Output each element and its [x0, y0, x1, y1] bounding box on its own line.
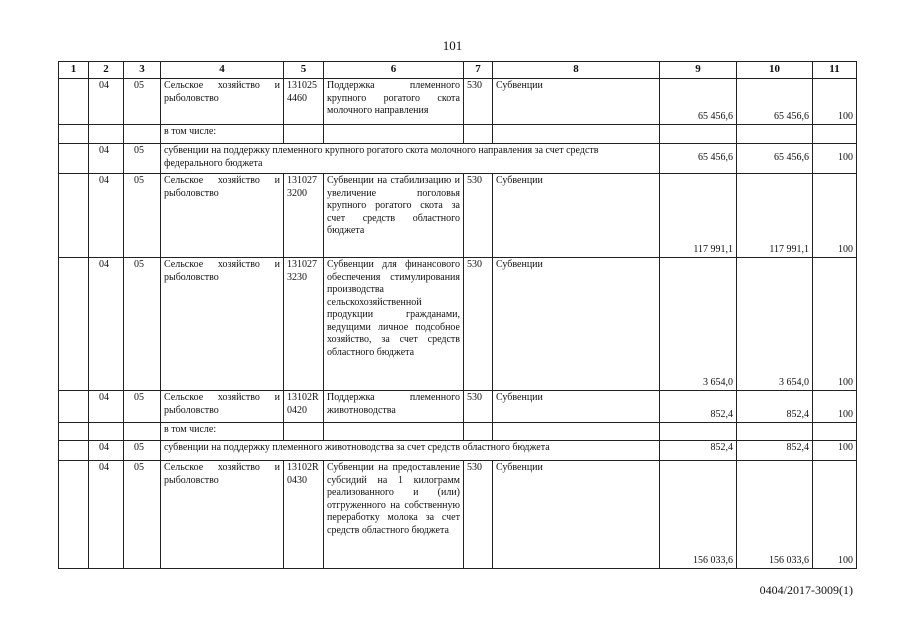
item-name: Субвенции для финансового обеспечения стимулирования производства сельскохозяйственной продукции гражданами, ведущими личное подсобное хозяйство, за счет средств областного бюджета [324, 258, 464, 391]
actual-amount: 852,4 [737, 441, 813, 461]
table-cell [493, 423, 660, 441]
table-row [59, 441, 857, 461]
expense-type-name: Субвенции [493, 79, 660, 125]
table-cell [59, 144, 89, 174]
table-cell [59, 391, 89, 423]
execution-percent: 100 [813, 441, 857, 461]
table-row [59, 391, 857, 423]
table-cell [59, 441, 89, 461]
header-cell: 3 [124, 62, 161, 79]
table-cell [813, 423, 857, 441]
header-cell: 6 [324, 62, 464, 79]
subsection-code: 05 [124, 79, 161, 125]
actual-amount: 117 991,1 [737, 174, 813, 258]
subsection-code: 05 [124, 174, 161, 258]
planned-amount: 117 991,1 [660, 174, 737, 258]
table-row [59, 144, 857, 174]
execution-percent: 100 [813, 258, 857, 391]
table-cell [324, 125, 464, 144]
header-cell: 4 [161, 62, 284, 79]
execution-percent: 100 [813, 79, 857, 125]
expense-type-name: Субвенции [493, 258, 660, 391]
table-row [59, 79, 857, 125]
table-row [59, 125, 857, 144]
execution-percent: 100 [813, 144, 857, 174]
header-cell: 8 [493, 62, 660, 79]
section-code: 04 [89, 391, 124, 423]
table-cell [493, 125, 660, 144]
execution-percent: 100 [813, 461, 857, 569]
expense-type-name: Субвенции [493, 461, 660, 569]
header-cell: 2 [89, 62, 124, 79]
table-cell [284, 125, 324, 144]
table-cell [737, 423, 813, 441]
section-name: Сельское хозяйство и рыболовство [161, 79, 284, 125]
section-code: 04 [89, 174, 124, 258]
section-code: 04 [89, 144, 124, 174]
subsection-code: 05 [124, 461, 161, 569]
expense-type-code: 530 [464, 79, 493, 125]
planned-amount: 852,4 [660, 441, 737, 461]
table-cell [660, 423, 737, 441]
table-row [59, 423, 857, 441]
header-cell: 7 [464, 62, 493, 79]
table-cell [59, 174, 89, 258]
expense-type-name: Субвенции [493, 391, 660, 423]
document-code: 0404/2017-3009(1) [759, 583, 853, 597]
section-code: 04 [89, 79, 124, 125]
table-cell [124, 125, 161, 144]
table-cell [813, 125, 857, 144]
table-cell [660, 125, 737, 144]
execution-percent: 100 [813, 391, 857, 423]
subvention-description: субвенции на поддержку племенного животноводства за счет средств областного бюджета [161, 441, 660, 461]
subsection-code: 05 [124, 391, 161, 423]
table-cell [59, 461, 89, 569]
section-code: 04 [89, 258, 124, 391]
table-cell [464, 125, 493, 144]
section-name: Сельское хозяйство и рыболовство [161, 391, 284, 423]
section-code: 04 [89, 461, 124, 569]
table-cell [59, 258, 89, 391]
subvention-description: субвенции на поддержку племенного крупного рогатого скота молочного направления за счет средств федерального бюджета [161, 144, 660, 174]
table-row [59, 461, 857, 569]
header-cell: 11 [813, 62, 857, 79]
header-cell: 1 [59, 62, 89, 79]
target-article: 131027 3200 [284, 174, 324, 258]
target-article: 131027 3230 [284, 258, 324, 391]
actual-amount: 65 456,6 [737, 79, 813, 125]
target-article: 131025 4460 [284, 79, 324, 125]
table-row [59, 174, 857, 258]
planned-amount: 65 456,6 [660, 144, 737, 174]
table-cell [89, 423, 124, 441]
table-cell [59, 423, 89, 441]
item-name: Поддержка племенного крупного рогатого скота молочного направления [324, 79, 464, 125]
target-article: 13102R 0420 [284, 391, 324, 423]
item-name: Поддержка племенного животноводства [324, 391, 464, 423]
header-cell: 10 [737, 62, 813, 79]
table-cell [324, 423, 464, 441]
execution-percent: 100 [813, 174, 857, 258]
subtotal-label: в том числе: [161, 125, 284, 144]
expense-type-name: Субвенции [493, 174, 660, 258]
planned-amount: 852,4 [660, 391, 737, 423]
section-name: Сельское хозяйство и рыболовство [161, 174, 284, 258]
table-cell [737, 125, 813, 144]
expense-type-code: 530 [464, 461, 493, 569]
budget-table [58, 61, 857, 569]
header-row [59, 62, 857, 79]
actual-amount: 65 456,6 [737, 144, 813, 174]
expense-type-code: 530 [464, 391, 493, 423]
table-cell [59, 79, 89, 125]
table-cell [464, 423, 493, 441]
table-cell [59, 125, 89, 144]
actual-amount: 3 654,0 [737, 258, 813, 391]
target-article: 13102R 0430 [284, 461, 324, 569]
subsection-code: 05 [124, 441, 161, 461]
subtotal-label: в том числе: [161, 423, 284, 441]
section-name: Сельское хозяйство и рыболовство [161, 461, 284, 569]
header-cell: 5 [284, 62, 324, 79]
table-cell [284, 423, 324, 441]
table-cell [89, 125, 124, 144]
subsection-code: 05 [124, 144, 161, 174]
planned-amount: 3 654,0 [660, 258, 737, 391]
planned-amount: 156 033,6 [660, 461, 737, 569]
section-name: Сельское хозяйство и рыболовство [161, 258, 284, 391]
planned-amount: 65 456,6 [660, 79, 737, 125]
item-name: Субвенции на предоставление субсидий на 1 килограмм реализованного и (или) отгруженного на собственную переработку молока за счет средств областного бюджета [324, 461, 464, 569]
section-code: 04 [89, 441, 124, 461]
actual-amount: 852,4 [737, 391, 813, 423]
expense-type-code: 530 [464, 174, 493, 258]
item-name: Субвенции на стабилизацию и увеличение поголовья крупного рогатого скота за счет средств областного бюджета [324, 174, 464, 258]
table-row [59, 258, 857, 391]
subsection-code: 05 [124, 258, 161, 391]
header-cell: 9 [660, 62, 737, 79]
page-number: 101 [442, 38, 463, 53]
table-cell [124, 423, 161, 441]
expense-type-code: 530 [464, 258, 493, 391]
actual-amount: 156 033,6 [737, 461, 813, 569]
